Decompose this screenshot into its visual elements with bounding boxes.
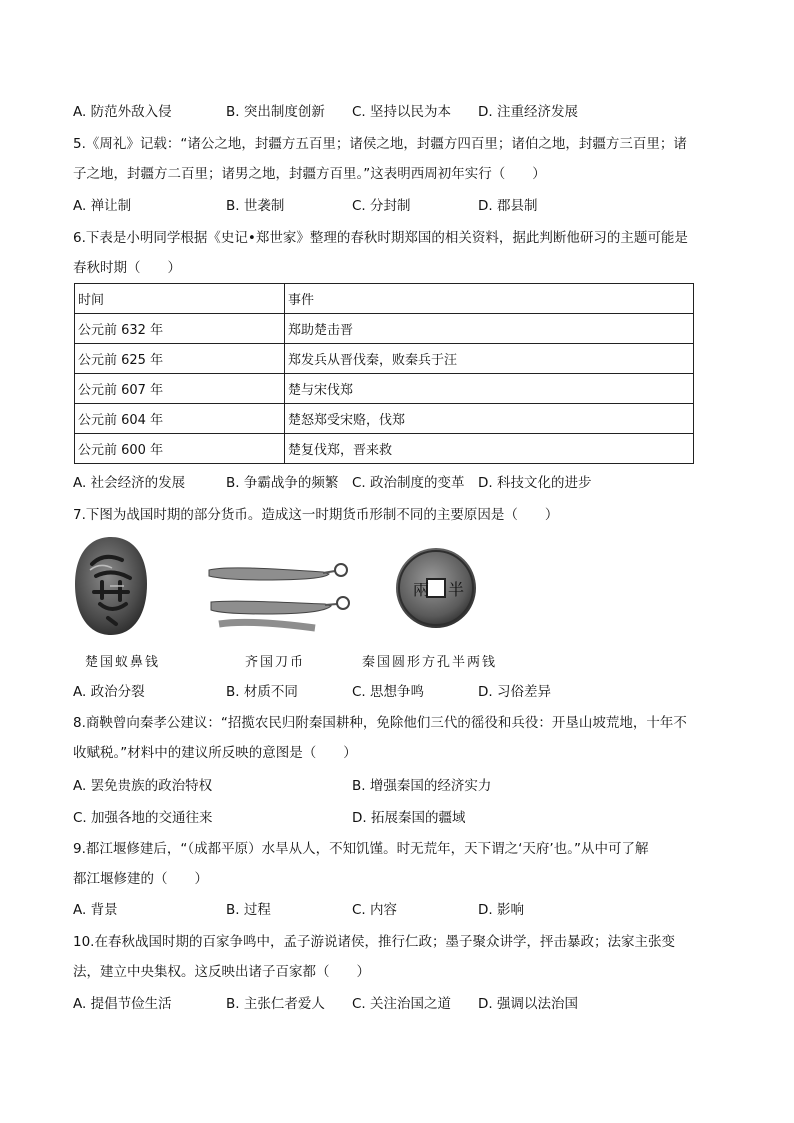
qi-knife-coin-image	[205, 558, 353, 638]
coin-inscription-left: 兩	[413, 580, 430, 599]
q7-option-b: B. 材质不同	[226, 684, 298, 700]
q5-stem-line2: 子之地，封疆方二百里；诸男之地，封疆方百里。”这表明西周初年实行（ ）	[73, 166, 546, 182]
table-row	[75, 404, 694, 434]
q4-option-d: D. 注重经济发展	[478, 104, 578, 120]
q5-option-c: C. 分封制	[352, 198, 411, 214]
q9-stem-line2: 都江堰修建的（ ）	[73, 871, 208, 887]
q6-option-a: A. 社会经济的发展	[73, 475, 186, 491]
qin-banliang-coin-image	[394, 546, 478, 630]
q8-stem-line1: 8.商鞅曾向秦孝公建议：“招揽农民归附秦国耕种，免除他们三代的徭役和兵役：开垦山坡荒地，十年不	[73, 715, 687, 731]
caption-qin-coin: 秦国圆形方孔半两钱	[362, 655, 498, 670]
q7-option-a: A. 政治分裂	[73, 684, 145, 700]
table-row	[75, 344, 694, 374]
caption-qi-coin: 齐国刀币	[245, 655, 306, 670]
q10-stem-line1: 10.在春秋战国时期的百家争鸣中，孟子游说诸侯，推行仁政；墨子聚众讲学，抨击暴政；法家主张变	[73, 934, 675, 950]
coin-inscription-right: 半	[448, 580, 465, 599]
cell-event: 楚与宋伐郑	[285, 374, 694, 404]
q9-option-b: B. 过程	[226, 902, 271, 918]
q8-option-c: C. 加强各地的交通往来	[73, 810, 213, 826]
header-time: 时间	[75, 284, 285, 314]
table-row	[75, 314, 694, 344]
q9-option-a: A. 背景	[73, 902, 118, 918]
q6-stem-line2: 春秋时期（ ）	[73, 260, 181, 276]
q8-option-b: B. 增强秦国的经济实力	[352, 778, 492, 794]
q10-option-c: C. 关注治国之道	[352, 996, 452, 1012]
cell-time: 公元前 607 年	[75, 374, 285, 404]
cell-event: 楚怒郑受宋赂，伐郑	[285, 404, 694, 434]
cell-time: 公元前 600 年	[75, 434, 285, 464]
q6-stem-line1: 6.下表是小明同学根据《史记•郑世家》整理的春秋时期郑国的相关资料，据此判断他研习的主题可能是	[73, 230, 688, 246]
q7-option-c: C. 思想争鸣	[352, 684, 425, 700]
q9-option-c: C. 内容	[352, 902, 398, 918]
cell-time: 公元前 632 年	[75, 314, 285, 344]
q6-option-b: B. 争霸战争的频繁	[226, 475, 339, 491]
q5-option-a: A. 禅让制	[73, 198, 132, 214]
q7-option-d: D. 习俗差异	[478, 684, 551, 700]
cell-event: 郑发兵从晋伐秦，败秦兵于汪	[285, 344, 694, 374]
q10-option-d: D. 强调以法治国	[478, 996, 578, 1012]
q9-option-d: D. 影响	[478, 902, 524, 918]
q7-stem: 7.下图为战国时期的部分货币。造成这一时期货币形制不同的主要原因是（ ）	[73, 507, 559, 523]
q10-option-a: A. 提倡节俭生活	[73, 996, 172, 1012]
q4-option-a: A. 防范外敌入侵	[73, 104, 172, 120]
cell-event: 郑助楚击晋	[285, 314, 694, 344]
q10-option-b: B. 主张仁者爱人	[226, 996, 325, 1012]
caption-chu-coin: 楚国蚁鼻钱	[85, 655, 161, 670]
q6-events-table	[74, 283, 694, 464]
cell-time: 公元前 625 年	[75, 344, 285, 374]
q4-option-c: C. 坚持以民为本	[352, 104, 452, 120]
chu-ant-nose-coin-image	[72, 534, 150, 638]
cell-event: 楚复伐郑，晋来救	[285, 434, 694, 464]
q8-option-a: A. 罢免贵族的政治特权	[73, 778, 213, 794]
q8-stem-line2: 收赋税。”材料中的建议所反映的意图是（ ）	[73, 745, 357, 761]
table-header-row	[75, 284, 694, 314]
q6-option-d: D. 科技文化的进步	[478, 475, 592, 491]
q5-option-b: B. 世袭制	[226, 198, 285, 214]
table-row	[75, 434, 694, 464]
q8-option-d: D. 拓展秦国的疆域	[352, 810, 466, 826]
q5-option-d: D. 郡县制	[478, 198, 538, 214]
q5-stem-line1: 5.《周礼》记载：“诸公之地，封疆方五百里；诸侯之地，封疆方四百里；诸伯之地，封疆方三百里；诸	[73, 136, 687, 152]
cell-time: 公元前 604 年	[75, 404, 285, 434]
q10-stem-line2: 法，建立中央集权。这反映出诸子百家都（ ）	[73, 964, 370, 980]
q6-option-c: C. 政治制度的变革	[352, 475, 465, 491]
table-row	[75, 374, 694, 404]
q9-stem-line1: 9.都江堰修建后，“（成都平原）水旱从人，不知饥馑。时无荒年，天下谓之‘天府’也。”从中可了解	[73, 841, 649, 857]
header-event: 事件	[285, 284, 694, 314]
q4-option-b: B. 突出制度创新	[226, 104, 325, 120]
